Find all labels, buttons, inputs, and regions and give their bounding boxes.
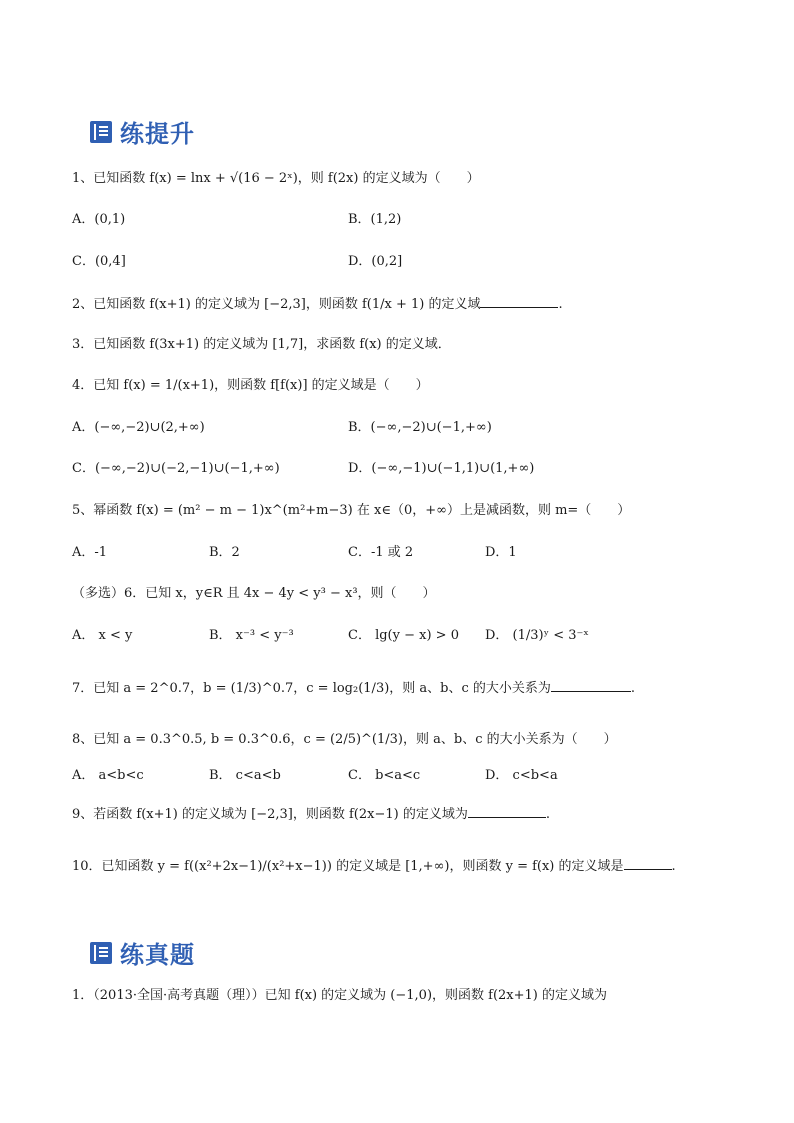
answer-blank: [551, 679, 631, 692]
q4-option-a: A．(−∞,−2)∪(2,+∞): [72, 420, 205, 435]
question-8-stem: 8、已知 a = 0.3^0.5, b = 0.3^0.6，c = (2/5)^(1/3)，则 a、b、c 的大小关系为（ ）: [72, 732, 617, 747]
question-2-text: 2、已知函数 f(x+1) 的定义域为 [−2,3]，则函数 f(1/x + 1) 的定义域: [72, 297, 481, 312]
answer-blank: [468, 805, 546, 818]
question-9-text: 9、若函数 f(x+1) 的定义域为 [−2,3]，则函数 f(2x−1) 的定义域为: [72, 807, 468, 822]
question-2-stem: [72, 295, 563, 314]
exam-question-1-stem: 1．（2013·全国·高考真题（理））已知 f(x) 的定义域为 (−1,0)，则函数 f(2x+1) 的定义域为: [72, 988, 607, 1003]
question-1-stem: 1、已知函数 f(x) = lnx + √(16 − 2ˣ)，则 f(2x) 的定义域为（ ）: [72, 171, 480, 186]
question-7-tail: .: [630, 681, 636, 696]
q4-option-d: D．(−∞,−1)∪(−1,1)∪(1,+∞): [348, 461, 535, 476]
question-9-stem: [72, 805, 550, 824]
q1-option-a: A．(0,1): [72, 212, 126, 227]
question-4-stem: 4．已知 f(x) = 1/(x+1)，则函数 f[f(x)] 的定义域是（ ）: [72, 378, 429, 393]
book-icon: [90, 121, 112, 143]
section-heading-past-exams: [90, 935, 195, 970]
section-title: 练提升: [120, 120, 195, 148]
question-10-tail: .: [671, 859, 676, 874]
question-3-stem: 3．已知函数 f(3x+1) 的定义域为 [1,7]，求函数 f(x) 的定义域．: [72, 337, 451, 352]
q8-option-c: C． b<a<c: [348, 768, 421, 783]
question-2-tail: .: [558, 297, 563, 312]
section-title: 练真题: [120, 941, 195, 969]
question-10-text: 10．已知函数 y = f((x²+2x−1)/(x²+x−1)) 的定义域是 [1,+∞)，则函数 y = f(x) 的定义域是: [72, 859, 624, 874]
question-10-stem: [72, 857, 676, 876]
q4-option-c: C．(−∞,−2)∪(−2,−1)∪(−1,+∞): [72, 461, 280, 476]
q6-option-a: A． x < y: [72, 628, 133, 643]
q8-option-a: A． a<b<c: [72, 768, 144, 783]
q5-option-c: C．-1 或 2: [348, 545, 414, 560]
question-5-stem: 5、幂函数 f(x) = (m² − m − 1)x^(m²+m−3) 在 x∈（0，+∞）上是减函数，则 m=（ ）: [72, 503, 631, 518]
q1-option-d: D．(0,2]: [348, 254, 403, 269]
answer-blank: [624, 857, 672, 870]
q8-option-b: B． c<a<b: [209, 768, 281, 783]
question-7-stem: [72, 679, 635, 698]
q6-option-d: D． (1/3)ʸ < 3⁻ˣ: [485, 628, 589, 643]
q8-option-d: D． c<b<a: [485, 768, 558, 783]
q1-option-c: C．(0,4]: [72, 254, 126, 269]
question-7-text: 7．已知 a = 2^0.7，b = (1/3)^0.7，c = log₂(1/3)，则 a、b、c 的大小关系为: [72, 681, 551, 696]
q5-option-d: D．1: [485, 545, 517, 560]
answer-blank: [480, 295, 558, 308]
q1-option-b: B．(1,2): [348, 212, 402, 227]
question-6-stem: （多选）6．已知 x，y∈R 且 4x − 4y < y³ − x³，则（ ）: [72, 586, 436, 601]
q6-option-c: C． lg(y − x) > 0: [348, 628, 459, 643]
q5-option-a: A．-1: [72, 545, 108, 560]
q4-option-b: B．(−∞,−2)∪(−1,+∞): [348, 420, 492, 435]
q5-option-b: B．2: [209, 545, 240, 560]
section-heading-practice-improve: [90, 114, 195, 149]
q6-option-b: B． x⁻³ < y⁻³: [209, 628, 294, 643]
book-icon: [90, 942, 112, 964]
question-9-tail: .: [545, 807, 550, 822]
